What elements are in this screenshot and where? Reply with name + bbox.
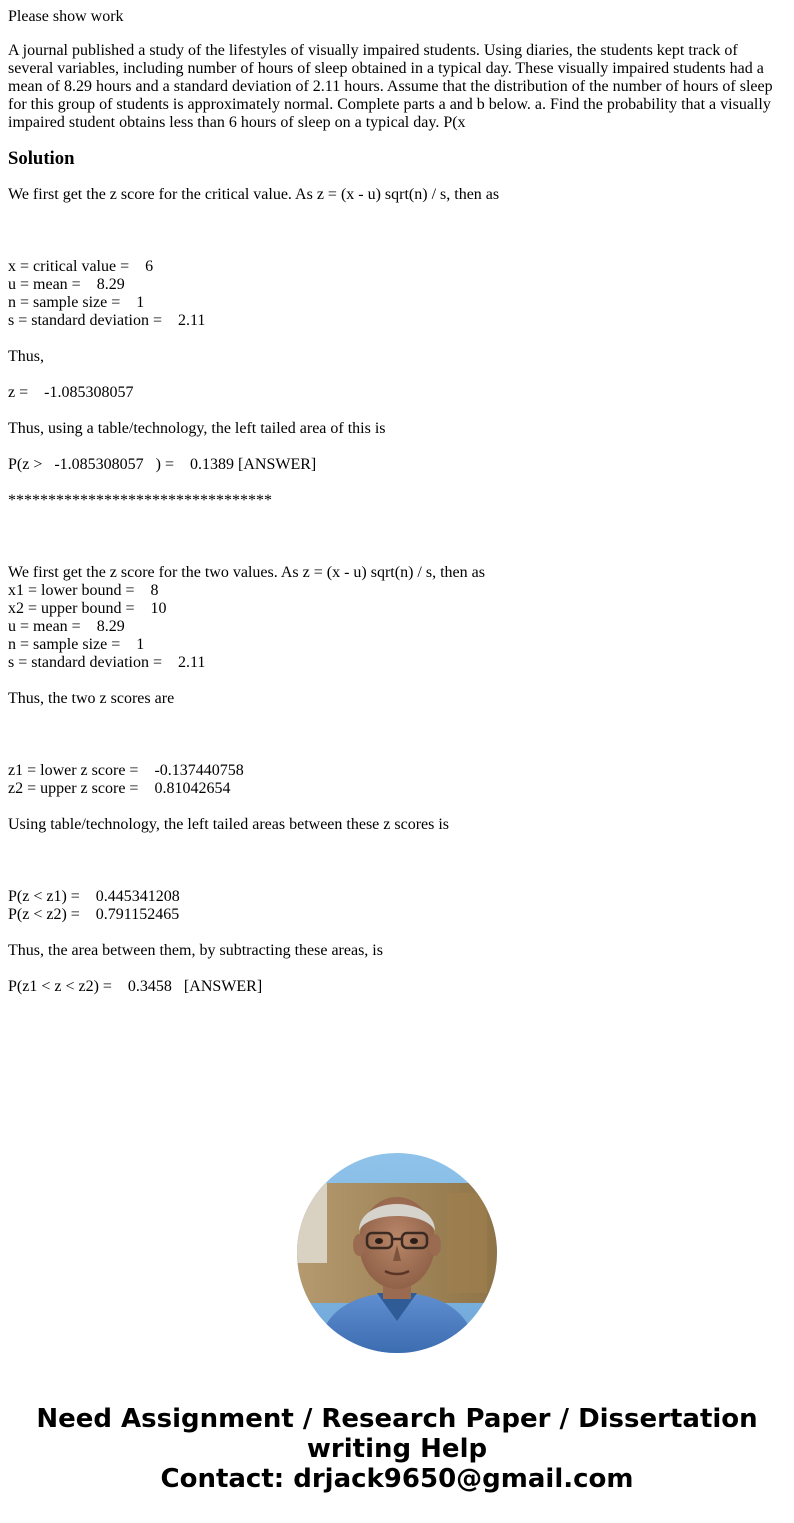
separator: ********************************* xyxy=(8,492,272,509)
promo-line-2: writing Help xyxy=(306,1434,488,1464)
part-a-var-u: u = mean = 8.29 xyxy=(8,276,125,293)
question-body: A journal published a study of the lifestyles of visually impaired students. Using diaries, the students kept track of several variables, including number of hours of sleep obtained in a typical day. These visually impaired students had a mean of 8.29 hours and a standard deviation of 2.11 hours. Assume that the distribution of the number of hours of sleep for this group of students is approximately normal. Complete parts a and b below. a. Find the probability that a visually impaired student obtains less than 6 hours of sleep on a typical day. P(x xyxy=(8,42,777,131)
promo-line-1: Need Assignment / Research Paper / Dissertation xyxy=(36,1404,758,1434)
part-b-intro-and-vars xyxy=(8,528,786,672)
part-a-thus: Thus, xyxy=(8,348,44,365)
part-b-subtract-text: Thus, the area between them, by subtracting these areas, is xyxy=(8,942,383,959)
part-a-var-x: x = critical value = 6 xyxy=(8,258,154,275)
part-b-answer: P(z1 < z < z2) = 0.3458 [ANSWER] xyxy=(8,978,263,995)
part-a-var-n: n = sample size = 1 xyxy=(8,294,145,311)
part-b-var-s: s = standard deviation = 2.11 xyxy=(8,654,206,671)
part-b-area-z1: P(z < z1) = 0.445341208 xyxy=(8,888,180,905)
part-a-area-text: Thus, using a table/technology, the left tailed area of this is xyxy=(8,420,386,437)
part-b-area-z2: P(z < z2) = 0.791152465 xyxy=(8,906,180,923)
part-a-answer: P(z > -1.085308057 ) = 0.1389 [ANSWER] xyxy=(8,456,317,473)
question-heading: Please show work xyxy=(8,8,124,25)
avatar-portrait-image xyxy=(297,1153,497,1353)
part-b-var-x1: x1 = lower bound = 8 xyxy=(8,582,159,599)
part-a-z: z = -1.085308057 xyxy=(8,384,134,401)
part-b-z-scores xyxy=(8,726,786,798)
part-b-intro: We first get the z score for the two values. As z = (x - u) sqrt(n) / s, then as xyxy=(8,564,485,581)
promo-banner xyxy=(0,1404,794,1494)
part-a-variables xyxy=(8,222,786,330)
part-a-intro: We first get the z score for the critical value. As z = (x - u) sqrt(n) / s, then as xyxy=(8,186,500,203)
part-b-z2: z2 = upper z score = 0.81042654 xyxy=(8,780,231,797)
promo-contact: Contact: drjack9650@gmail.com xyxy=(160,1464,634,1494)
part-b-two-z-text: Thus, the two z scores are xyxy=(8,690,175,707)
part-a-var-s: s = standard deviation = 2.11 xyxy=(8,312,206,329)
part-b-var-n: n = sample size = 1 xyxy=(8,636,145,653)
part-b-areas xyxy=(8,852,786,924)
avatar xyxy=(297,1153,497,1353)
document-content xyxy=(8,8,786,1014)
part-b-table-text: Using table/technology, the left tailed areas between these z scores is xyxy=(8,816,450,833)
part-b-var-u: u = mean = 8.29 xyxy=(8,618,125,635)
part-b-var-x2: x2 = upper bound = 10 xyxy=(8,600,167,617)
solution-title: Solution xyxy=(8,148,75,169)
part-b-z1: z1 = lower z score = -0.137440758 xyxy=(8,762,244,779)
